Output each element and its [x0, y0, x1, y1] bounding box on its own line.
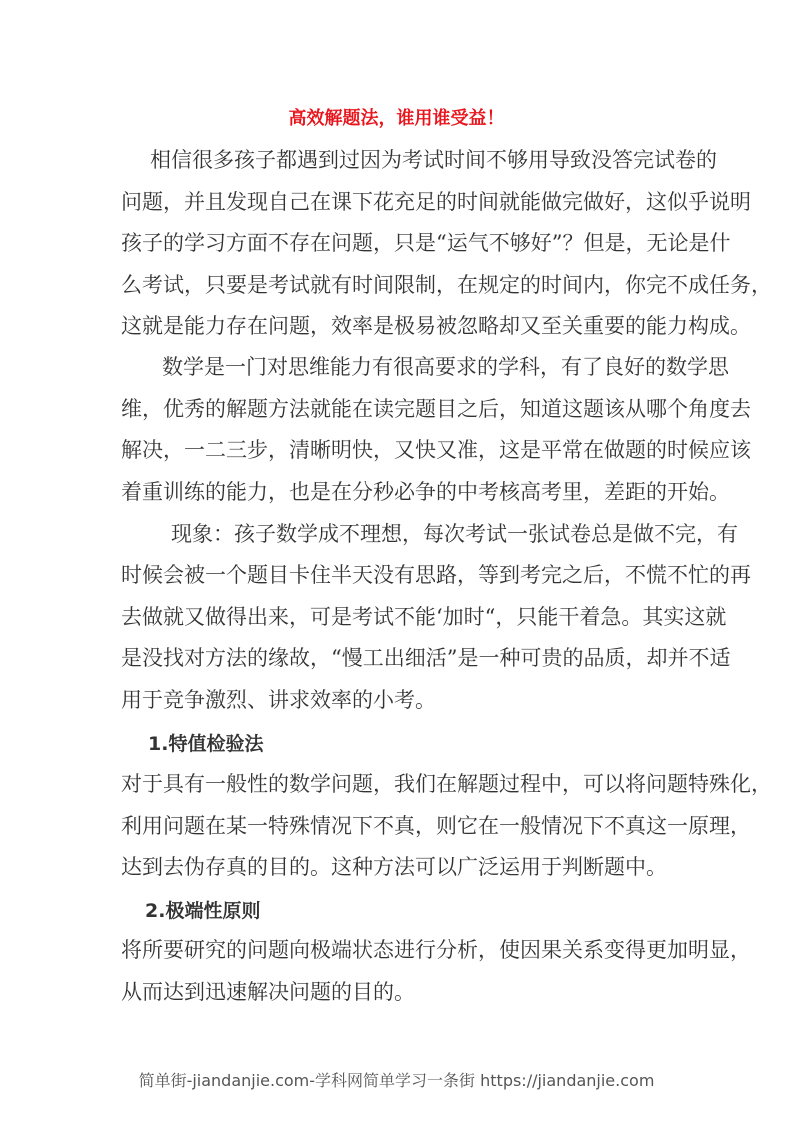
paragraph-line: 利用问题在某一特殊情况下不真，则它在一般情况下不真这一原理， [121, 814, 751, 838]
paragraph-line: 用于竞争激烈、讲求效率的小考。 [121, 688, 436, 712]
paragraph-line: 维，优秀的解题方法就能在读完题目之后，知道这题该从哪个角度去 [121, 397, 751, 421]
paragraph-line: 从而达到迅速解决问题的目的。 [121, 980, 415, 1004]
paragraph-line: 孩子的学习方面不存在问题，只是“运气不够好”？但是，无论是什 [121, 231, 731, 255]
paragraph-line: 去做就又做得出来，可是考试不能‘加时“，只能干着急。其实这就 [121, 605, 727, 629]
paragraph-line: 数学是一门对思维能力有很高要求的学科，有了良好的数学思 [162, 355, 729, 379]
paragraph-line: 现象：孩子数学成不理想，每次考试一张试卷总是做不完，有 [171, 522, 738, 546]
section-heading: 1.特值检验法 [148, 733, 264, 755]
paragraph-line: 这就是能力存在问题，效率是极易被忽略却又至关重要的能力构成。 [121, 314, 751, 338]
paragraph-line: 达到去伪存真的目的。这种方法可以广泛运用于判断题中。 [121, 855, 667, 879]
section-heading: 2.极端性原则 [145, 900, 261, 922]
paragraph-line: 着重训练的能力，也是在分秒必争的中考核高考里，差距的开始。 [121, 480, 730, 504]
page-footer: 简单街-jiandanjie.com-学科网简单学习一条街 https://jiandanjie.com [138, 1071, 655, 1090]
paragraph-line: 对于具有一般性的数学问题，我们在解题过程中，可以将问题特殊化， [121, 772, 772, 796]
paragraph-line: 么考试，只要是考试就有时间限制，在规定的时间内，你完不成任务， [121, 273, 772, 297]
paragraph-line: 将所要研究的问题向极端状态进行分析，使因果关系变得更加明显， [121, 938, 751, 962]
paragraph-line: 解决，一二三步，清晰明快，又快又准，这是平常在做题的时候应该 [121, 438, 751, 462]
paragraph-line: 是没找对方法的缘故，“慢工出细活”是一种可贵的品质，却并不适 [121, 646, 731, 670]
paragraph-line: 问题，并且发现自己在课下花充足的时间就能做完做好，这似乎说明 [121, 190, 751, 214]
document-title: 高效解题法，谁用谁受益！ [288, 108, 505, 129]
paragraph-line: 相信很多孩子都遇到过因为考试时间不够用导致没答完试卷的 [150, 148, 717, 172]
paragraph-line: 时候会被一个题目卡住半天没有思路，等到考完之后，不慌不忙的再 [121, 563, 751, 587]
